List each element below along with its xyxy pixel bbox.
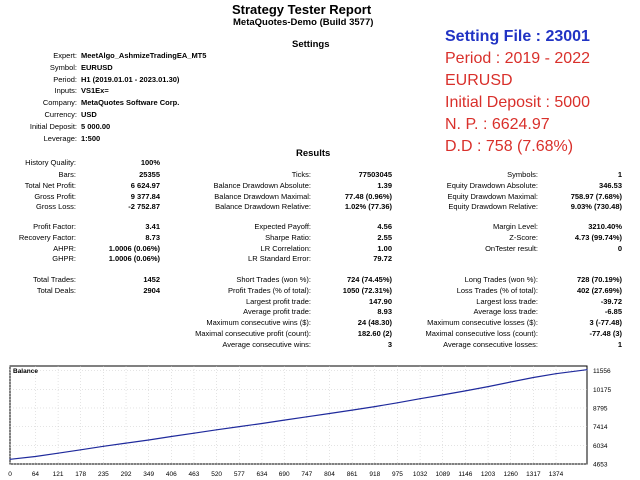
field-value: 8.73 [145, 232, 160, 242]
field-label: Maximum consecutive wins ($): [206, 318, 311, 328]
field-label: Ticks: [291, 170, 311, 179]
field-value: 77.48 (0.96%) [344, 191, 392, 201]
x-tick-label: 463 [188, 471, 200, 478]
field-label: Average profit trade: [243, 307, 311, 317]
x-tick-label: 235 [97, 471, 109, 478]
field-value: MetaQuotes Software Corp. [81, 98, 180, 108]
field-value: H1 (2019.01.01 - 2023.01.30) [81, 74, 180, 84]
field-label: Short Trades (won %): [236, 275, 311, 284]
field-label: LR Correlation: [260, 243, 311, 253]
x-tick-label: 577 [233, 471, 245, 478]
field-value: 1452 [143, 275, 160, 284]
field-label: Company: [42, 98, 77, 108]
field-value: 1:500 [81, 133, 101, 143]
field-label: Balance Drawdown Relative: [215, 202, 311, 212]
field-value: 3210.40% [588, 222, 622, 231]
x-tick-label: 349 [143, 471, 155, 478]
field-value: 8.93 [377, 307, 392, 317]
balance-point [465, 390, 466, 391]
x-tick-label: 747 [301, 471, 313, 478]
balance-point [533, 377, 534, 378]
balance-point [374, 406, 375, 407]
x-tick-label: 1374 [548, 471, 564, 478]
field-label: Total Net Profit: [24, 180, 76, 190]
field-label: Expert: [53, 51, 77, 60]
x-tick-label: 1260 [503, 471, 518, 478]
field-value: MeetAlgo_AshmizeTradingEA_MT5 [81, 51, 207, 60]
field-value: USD [81, 110, 97, 119]
drawdown-label: D.D : 758 (7.68%) [445, 138, 574, 155]
field-value: 100% [140, 158, 160, 167]
results-heading: Results [296, 148, 331, 159]
field-value: 3.41 [145, 222, 160, 231]
field-value: 1.0006 (0.06%) [108, 243, 160, 253]
field-label: Margin Level: [492, 222, 538, 231]
field-value: 6 624.97 [130, 180, 160, 190]
field-label: Long Trades (won %): [464, 275, 538, 284]
x-tick-label: 520 [211, 471, 223, 478]
field-value: 1.0006 (0.06%) [108, 254, 160, 264]
field-label: Balance Drawdown Maximal: [214, 191, 311, 201]
balance-point [329, 413, 330, 414]
y-tick-label: 4653 [593, 461, 608, 469]
balance-point [80, 449, 81, 450]
field-value: 724 (74.45%) [346, 275, 392, 284]
field-value: 5 000.00 [81, 121, 111, 131]
field-label: Loss Trades (% of total): [456, 285, 538, 295]
field-value: 728 (70.19%) [576, 275, 622, 284]
balance-point [306, 416, 307, 417]
field-value: 4.73 (99.74%) [574, 232, 622, 242]
field-value: 3 (-77.48) [589, 318, 622, 328]
period-label: Period : 2019 - 2022 [445, 50, 590, 67]
field-value: 147.90 [369, 296, 392, 306]
field-label: Equity Drawdown Absolute: [446, 180, 538, 190]
balance-point [35, 456, 36, 457]
field-value: 0 [617, 243, 622, 253]
field-value: 9.03% (730.48) [570, 202, 622, 212]
balance-point [555, 373, 556, 374]
balance-point [442, 394, 443, 395]
x-tick-label: 634 [256, 471, 268, 478]
field-label: Bars: [58, 170, 76, 179]
field-value: -2 752.87 [128, 202, 160, 212]
field-label: History Quality: [25, 158, 76, 167]
field-label: Recovery Factor: [18, 232, 76, 242]
field-label: Average consecutive wins: [222, 339, 311, 349]
net-profit-label: N. P. : 6624.97 [445, 116, 550, 133]
field-label: Initial Deposit: [29, 121, 77, 131]
balance-point [9, 459, 10, 460]
balance-point [216, 429, 217, 430]
symbol-label: EURUSD [445, 72, 513, 89]
field-label: Inputs: [54, 86, 77, 96]
y-tick-label: 7414 [593, 424, 608, 432]
x-tick-label: 1146 [458, 471, 473, 478]
y-tick-label: 11556 [593, 368, 611, 376]
field-label: Gross Profit: [34, 191, 76, 201]
field-value: 79.72 [373, 254, 392, 264]
x-tick-label: 1203 [480, 471, 496, 478]
balance-point [103, 446, 104, 447]
balance-point [148, 439, 149, 440]
field-value: 1 [617, 170, 622, 179]
x-tick-label: 121 [52, 471, 64, 478]
field-value: 1.39 [377, 180, 392, 190]
field-value: 24 (48.30) [357, 318, 392, 328]
field-label: Equity Drawdown Relative: [448, 202, 538, 212]
field-label: Currency: [44, 110, 77, 119]
x-tick-label: 0 [8, 471, 12, 478]
field-value: -77.48 (3) [589, 329, 622, 338]
field-label: Profit Trades (% of total): [228, 285, 311, 295]
field-label: AHPR: [53, 243, 76, 253]
field-label: LR Standard Error: [248, 254, 311, 264]
balance-point [510, 381, 511, 382]
balance-point [284, 420, 285, 421]
balance-point [352, 410, 353, 411]
report-subtitle: MetaQuotes-Demo (Build 3577) [233, 17, 374, 28]
field-label: Sharpe Ratio: [265, 232, 311, 242]
field-value: 9 377.84 [130, 191, 160, 201]
balance-point [586, 369, 587, 370]
balance-point [420, 398, 421, 399]
chart-title: Balance [13, 368, 38, 375]
x-tick-label: 178 [75, 471, 87, 478]
field-value: 2904 [143, 285, 160, 295]
balance-point [488, 386, 489, 387]
x-tick-label: 804 [324, 471, 335, 478]
x-tick-label: 975 [392, 471, 403, 478]
field-label: Symbol: [49, 62, 77, 72]
field-value: EURUSD [81, 62, 113, 72]
report-title: Strategy Tester Report [232, 2, 372, 17]
y-tick-label: 8795 [593, 405, 608, 413]
field-value: 1.00 [377, 243, 392, 253]
field-label: Largest profit trade: [245, 296, 311, 306]
field-label: Maximal consecutive profit (count): [195, 329, 311, 338]
x-tick-label: 292 [120, 471, 132, 478]
x-tick-label: 1032 [412, 471, 428, 478]
balance-point [58, 453, 59, 454]
field-label: Period: [53, 74, 77, 84]
x-tick-label: 64 [31, 471, 40, 478]
field-value: 1050 (72.31%) [342, 285, 392, 295]
balance-chart-svg [8, 362, 632, 480]
setting-file-label: Setting File : 23001 [445, 28, 590, 45]
field-label: Leverage: [43, 133, 77, 143]
balance-point [239, 426, 240, 427]
field-value: 1.02% (77.36) [344, 202, 392, 212]
field-label: Symbols: [507, 170, 538, 179]
field-value: 2.55 [377, 232, 392, 242]
field-label: Maximal consecutive loss (count): [425, 329, 538, 338]
balance-point [125, 443, 126, 444]
y-tick-label: 10175 [593, 386, 612, 394]
balance-point [261, 423, 262, 424]
field-value: 3 [387, 339, 392, 349]
field-value: 346.53 [599, 180, 622, 190]
y-tick-label: 6034 [593, 442, 608, 450]
field-label: Balance Drawdown Absolute: [213, 180, 311, 190]
field-label: Total Deals: [36, 285, 76, 295]
field-value: VS1Ex= [81, 86, 109, 96]
field-label: Total Trades: [33, 275, 76, 284]
x-tick-label: 1317 [526, 471, 541, 478]
x-tick-label: 690 [278, 471, 290, 478]
balance-point [171, 436, 172, 437]
field-label: Expected Payoff: [254, 222, 311, 231]
field-value: -39.72 [600, 296, 622, 306]
balance-point [193, 433, 194, 434]
field-label: Profit Factor: [33, 222, 76, 231]
plot-area [10, 366, 587, 464]
field-value: 25355 [139, 170, 160, 179]
field-value: 182.60 (2) [357, 329, 392, 338]
field-value: 4.56 [377, 222, 392, 231]
x-tick-label: 1089 [435, 471, 450, 478]
field-label: Average consecutive losses: [443, 339, 538, 349]
x-tick-label: 406 [165, 471, 177, 478]
field-value: 758.97 (7.68%) [570, 191, 622, 201]
x-tick-label: 861 [346, 471, 358, 478]
field-label: Equity Drawdown Maximal: [447, 191, 538, 201]
field-value: -6.85 [604, 307, 622, 317]
field-value: 77503045 [358, 170, 392, 179]
field-value: 1 [617, 339, 622, 349]
balance-chart [8, 362, 632, 480]
field-label: OnTester result: [485, 243, 538, 253]
initial-deposit-label: Initial Deposit : 5000 [445, 94, 590, 111]
field-label: Maximum consecutive losses ($): [427, 318, 538, 328]
field-label: GHPR: [52, 254, 76, 264]
balance-point [397, 402, 398, 403]
field-label: Largest loss trade: [476, 296, 538, 306]
field-label: Z-Score: [509, 232, 538, 242]
field-label: Gross Loss: [35, 202, 76, 212]
field-label: Average loss trade: [473, 307, 538, 317]
x-tick-label: 918 [369, 471, 381, 478]
field-value: 402 (27.69%) [576, 285, 622, 295]
settings-heading: Settings [292, 39, 330, 50]
